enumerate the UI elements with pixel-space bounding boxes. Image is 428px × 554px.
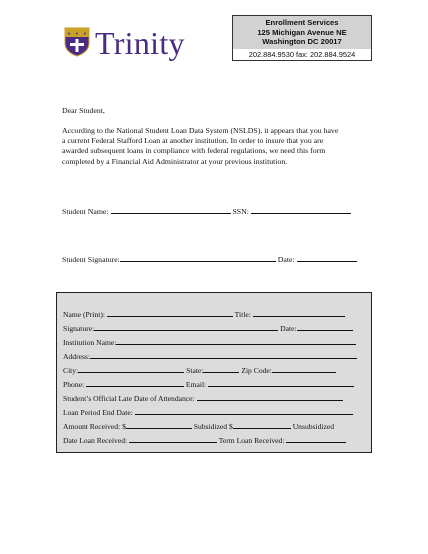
- address-row: [63, 351, 357, 361]
- logo-wordmark: Trinity: [95, 25, 185, 61]
- student-date-label: Date:: [277, 255, 295, 264]
- last-attendance-field[interactable]: [197, 393, 343, 401]
- admin-signature-label: Signature:: [63, 324, 95, 333]
- name-print-field[interactable]: [107, 309, 233, 317]
- email-field[interactable]: [208, 379, 354, 387]
- office-address-box: [232, 15, 372, 61]
- greeting: Dear Student,: [62, 106, 105, 115]
- admin-name-row: [63, 309, 345, 319]
- institution-field[interactable]: [116, 337, 356, 345]
- term-loan-received-field[interactable]: [286, 435, 346, 443]
- phone-field[interactable]: [86, 379, 184, 387]
- office-street: 125 Michigan Avenue NE: [257, 27, 347, 37]
- student-signature-row: [62, 254, 357, 265]
- zip-label: Zip Code:: [241, 366, 272, 375]
- title-label: Title:: [234, 310, 251, 319]
- admin-date-field[interactable]: [297, 323, 353, 331]
- financial-aid-admin-box: [56, 292, 372, 453]
- city-field[interactable]: [78, 365, 184, 373]
- subsidized-amount-field[interactable]: [126, 421, 192, 429]
- address-label: Address:: [63, 352, 90, 361]
- amount-received-row: [63, 421, 334, 431]
- date-loan-row: [63, 435, 346, 445]
- student-name-field[interactable]: [111, 206, 231, 214]
- subsidized-label: Subsidized: [193, 422, 228, 431]
- body-line: a current Federal Stafford Loan at another institution. In order to insure that you are: [62, 136, 324, 146]
- phone-label: Phone:: [63, 380, 85, 389]
- office-phone-fax: 202.884.9530 fax: 202.884.9524: [248, 50, 356, 59]
- student-name-label: Student Name:: [62, 207, 109, 216]
- name-print-label: Name (Print):: [63, 310, 105, 319]
- term-loan-received-label: Term Loan Received:: [218, 436, 285, 445]
- ssn-field[interactable]: [251, 206, 351, 214]
- admin-date-label: Date:: [280, 324, 297, 333]
- dollar-sign: $: [122, 422, 126, 431]
- loan-period-end-field[interactable]: [135, 407, 353, 415]
- ssn-label: SSN:: [232, 207, 249, 216]
- state-field[interactable]: [203, 365, 239, 373]
- address-field[interactable]: [90, 351, 357, 359]
- last-attendance-row: [63, 393, 343, 403]
- date-loan-received-label: Date Loan Received:: [63, 436, 128, 445]
- city-row: [63, 365, 336, 375]
- student-date-field[interactable]: [297, 254, 357, 262]
- admin-signature-field[interactable]: [94, 323, 278, 331]
- student-name-row: [62, 206, 351, 217]
- phone-row: [63, 379, 354, 389]
- student-signature-label: Student Signature:: [62, 255, 120, 264]
- zip-field[interactable]: [272, 365, 336, 373]
- letter-body: [62, 126, 338, 167]
- loan-period-end-label: Loan Period End Date:: [63, 408, 133, 417]
- title-field[interactable]: [253, 309, 345, 317]
- institution-label: Institution Name:: [63, 338, 117, 347]
- loan-period-row: [63, 407, 353, 417]
- date-loan-received-field[interactable]: [129, 435, 217, 443]
- body-line: According to the National Student Loan Data System (NSLDS), it appears that you have: [62, 126, 339, 135]
- admin-signature-row: [63, 323, 353, 333]
- trinity-logo: [64, 25, 200, 65]
- student-signature-field[interactable]: [120, 254, 276, 262]
- unsubsidized-amount-field[interactable]: [233, 421, 291, 429]
- body-line: completed by a Financial Aid Administrator at your previous institution.: [62, 156, 288, 166]
- amount-received-label: Amount Received:: [63, 422, 121, 431]
- email-label: Email:: [185, 380, 207, 389]
- office-name: Enrollment Services: [265, 18, 339, 27]
- university-shield-icon: [64, 27, 90, 57]
- institution-row: [63, 337, 356, 347]
- dollar-sign: $: [229, 422, 233, 431]
- office-city: Washington DC 20017: [262, 37, 342, 46]
- body-line: awarded subsequent loans in compliance with federal regulations, we need this form: [62, 146, 326, 156]
- last-attendance-label: Student’s Official Late Date of Attendance:: [63, 394, 195, 403]
- city-label: City:: [63, 366, 79, 375]
- state-label: State:: [186, 366, 204, 375]
- unsubsidized-label: Unsubsidized: [292, 422, 335, 431]
